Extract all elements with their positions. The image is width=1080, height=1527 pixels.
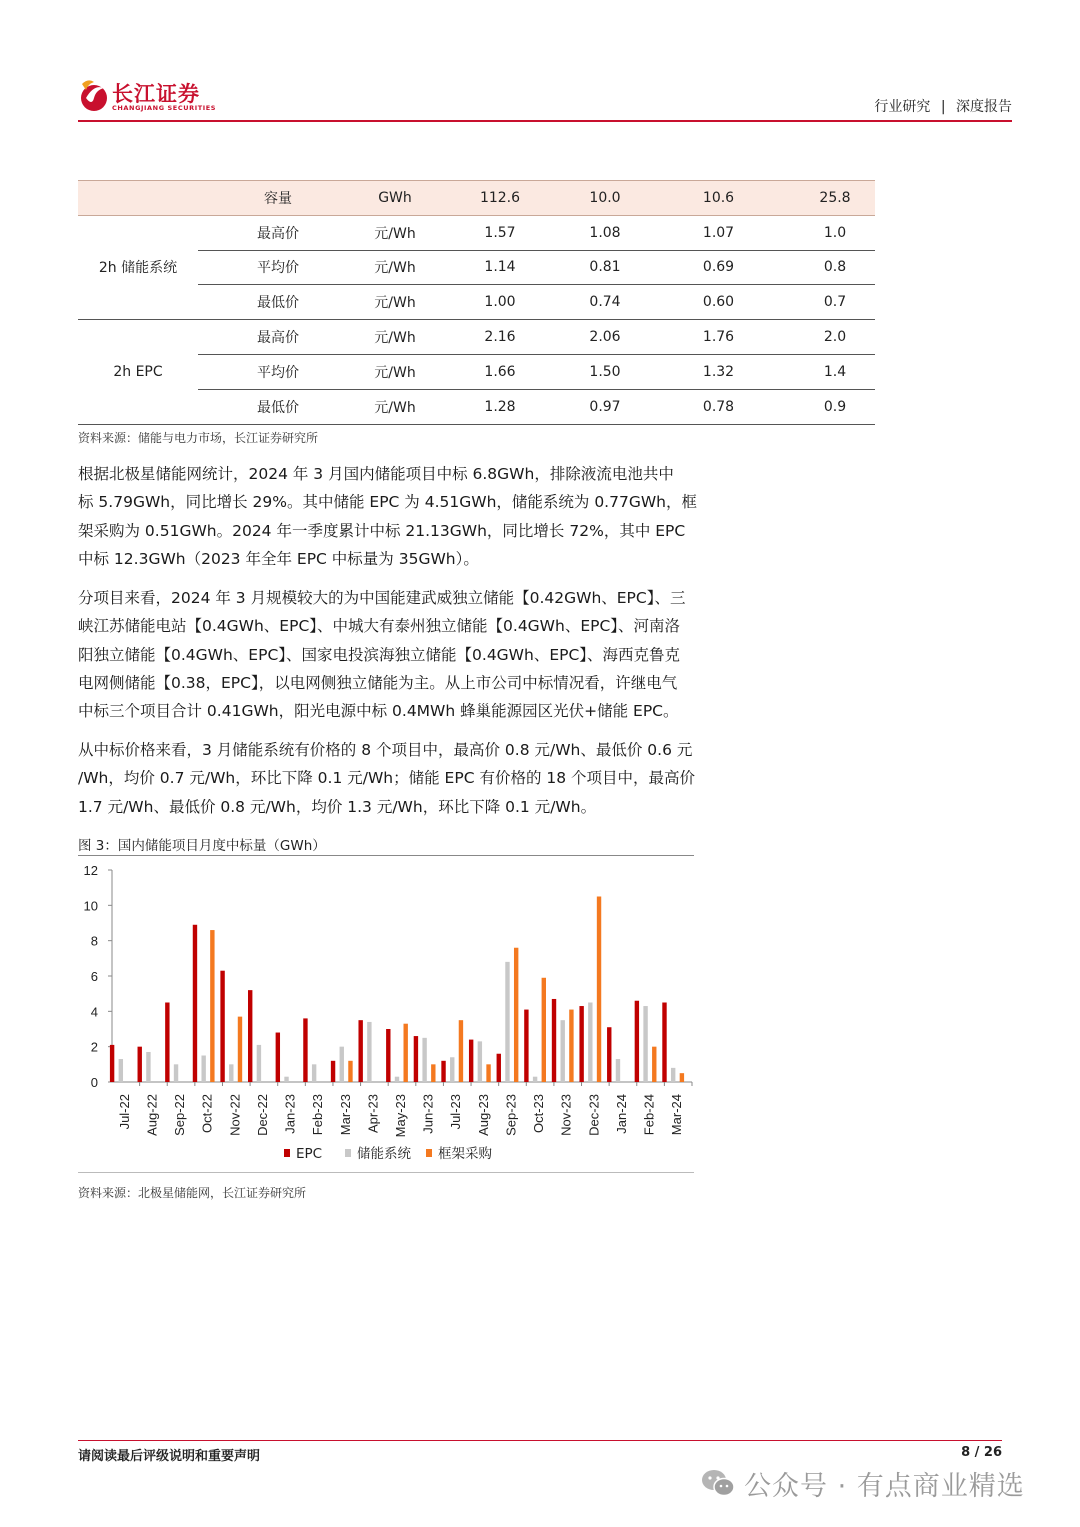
bar-system bbox=[340, 1047, 344, 1082]
text-line: 中标 12.3GWh（2023 年全年 EPC 中标量为 35GWh）。 bbox=[78, 549, 479, 568]
bar-system bbox=[422, 1038, 426, 1082]
table-cell: 0.81 bbox=[568, 250, 642, 285]
bar-system bbox=[588, 1003, 592, 1083]
text-line: 1.7 元/Wh、最低价 0.8 元/Wh，均价 1.3 元/Wh，环比下降 0.1 元/Wh。 bbox=[78, 797, 597, 816]
bar-system bbox=[478, 1041, 482, 1082]
table-cell: 25.8 bbox=[795, 181, 875, 216]
logo-mark-icon bbox=[78, 76, 112, 116]
y-tick-label: 6 bbox=[90, 969, 98, 984]
table-cell: 元/Wh bbox=[358, 389, 432, 424]
table-cell: GWh bbox=[358, 181, 432, 216]
bar-framework bbox=[210, 930, 214, 1082]
table-cell: 0.8 bbox=[795, 250, 875, 285]
table-group-label: 2h 储能系统 bbox=[78, 215, 198, 319]
logo-chinese-text: 长江证券 bbox=[112, 82, 200, 106]
bar-epc bbox=[193, 925, 197, 1082]
bar-framework bbox=[597, 897, 601, 1083]
table-row bbox=[78, 354, 875, 389]
table-row bbox=[78, 389, 875, 424]
wechat-icon bbox=[700, 1468, 736, 1498]
legend-swatch bbox=[284, 1149, 290, 1157]
bar-framework bbox=[431, 1064, 435, 1082]
table-cell: 0.97 bbox=[568, 389, 642, 424]
table-cell: 1.08 bbox=[568, 215, 642, 250]
figure-source-note: 资料来源：北极星储能网，长江证券研究所 bbox=[78, 1186, 307, 1200]
bar-system bbox=[616, 1059, 620, 1082]
bar-system bbox=[174, 1064, 178, 1082]
bar-framework bbox=[404, 1024, 408, 1082]
table-cell: 平均价 bbox=[198, 354, 358, 389]
table-cell: 元/Wh bbox=[358, 285, 432, 320]
x-tick-label: Mar-23 bbox=[337, 1094, 353, 1136]
header-report-type bbox=[874, 96, 1012, 116]
table-cell: 1.0 bbox=[795, 215, 875, 250]
bar-epc bbox=[138, 1047, 142, 1082]
table-source-note: 资料来源：储能与电力市场，长江证券研究所 bbox=[78, 431, 319, 445]
text-line: 分项目来看，2024 年 3 月规模较大的为中国能建武威独立储能【0.42GWh、EPC】、三 bbox=[78, 589, 686, 607]
bar-system bbox=[146, 1052, 150, 1082]
bar-system bbox=[643, 1006, 647, 1082]
bar-framework bbox=[514, 948, 518, 1082]
table-cell: 容量 bbox=[198, 181, 358, 216]
x-tick-label: Dec-22 bbox=[254, 1094, 270, 1136]
logo-english-text: CHANGJIANG SECURITIES bbox=[112, 104, 217, 112]
page-number: 8 / 26 bbox=[961, 1445, 1002, 1460]
x-tick-label: Oct-22 bbox=[199, 1094, 215, 1134]
bar-epc bbox=[497, 1054, 501, 1082]
table-header-row bbox=[78, 181, 875, 216]
bar-chart bbox=[70, 858, 700, 1170]
table-cell: 2.16 bbox=[432, 320, 568, 355]
legend-label: 框架采购 bbox=[438, 1146, 492, 1162]
table-row bbox=[78, 215, 875, 250]
bar-system bbox=[395, 1077, 399, 1082]
bar-epc bbox=[469, 1040, 473, 1082]
bar-epc bbox=[220, 971, 224, 1082]
x-tick-label: Dec-23 bbox=[586, 1094, 602, 1136]
bar-epc bbox=[579, 1006, 583, 1082]
bar-epc bbox=[414, 1036, 418, 1082]
bar-system bbox=[367, 1022, 371, 1082]
y-tick-label: 2 bbox=[90, 1039, 98, 1055]
table-cell: 元/Wh bbox=[358, 215, 432, 250]
bar-system bbox=[505, 962, 509, 1082]
bar-epc bbox=[358, 1020, 362, 1082]
table-cell: 元/Wh bbox=[358, 354, 432, 389]
table-row bbox=[78, 250, 875, 285]
bar-epc bbox=[386, 1029, 390, 1082]
header-report-kind: 深度报告 bbox=[956, 99, 1012, 115]
text-line: 中标三个项目合计 0.41GWh，阳光电源中标 0.4MWh 蜂巢能源园区光伏+储能 EPC。 bbox=[78, 702, 679, 721]
table-cell: 1.07 bbox=[642, 215, 795, 250]
bar-framework bbox=[542, 978, 546, 1082]
table-cell: 112.6 bbox=[432, 181, 568, 216]
text-line: 从中标价格来看，3 月储能系统有价格的 8 个项目中，最高价 0.8 元/Wh、最低价 0.6 元 bbox=[78, 741, 693, 759]
table-cell: 元/Wh bbox=[358, 250, 432, 285]
x-tick-label: Mar-24 bbox=[669, 1094, 685, 1136]
bar-framework bbox=[680, 1073, 684, 1082]
text-line: 电网侧储能【0.38，EPC】，以电网侧独立储能为主。从上市公司中标情况看，许继电气 bbox=[78, 673, 678, 692]
bar-epc bbox=[303, 1018, 307, 1082]
footer-divider bbox=[78, 1440, 1002, 1441]
table-cell: 最高价 bbox=[198, 320, 358, 355]
table-cell: 0.9 bbox=[795, 389, 875, 424]
bar-epc bbox=[524, 1010, 528, 1082]
table-cell: 1.14 bbox=[432, 250, 568, 285]
bar-epc bbox=[662, 1003, 666, 1083]
bar-framework bbox=[238, 1017, 242, 1082]
text-line: 峡江苏储能电站【0.4GWh、EPC】、中城大有泰州独立储能【0.4GWh、EPC】、河南洛 bbox=[78, 617, 681, 636]
bar-epc bbox=[552, 999, 556, 1082]
table-cell: 最低价 bbox=[198, 285, 358, 320]
table-cell: 1.57 bbox=[432, 215, 568, 250]
table-row bbox=[78, 320, 875, 355]
table-group-label: 2h EPC bbox=[78, 320, 198, 424]
x-tick-label: Apr-23 bbox=[365, 1094, 381, 1134]
figure-caption: 图 3：国内储能项目月度中标量（GWh） bbox=[78, 838, 326, 854]
x-tick-label: Jun-23 bbox=[420, 1094, 436, 1134]
text-line: 标 5.79GWh，同比增长 29%。其中储能 EPC 为 4.51GWh，储能系统为 0.77GWh，框 bbox=[78, 493, 697, 512]
bar-framework bbox=[486, 1064, 490, 1082]
table-cell: 0.60 bbox=[642, 285, 795, 320]
bar-epc bbox=[248, 990, 252, 1082]
table-cell: 最高价 bbox=[198, 215, 358, 250]
paragraph-3 bbox=[78, 736, 698, 821]
text-line: 架采购为 0.51GWh。2024 年一季度累计中标 21.13GWh，同比增长 72%，其中 EPC bbox=[78, 521, 686, 540]
bar-epc bbox=[607, 1027, 611, 1082]
text-line: /Wh，均价 0.7 元/Wh，环比下降 0.1 元/Wh；储能 EPC 有价格的 18 个项目中，最高价 bbox=[78, 769, 696, 788]
legend-label: 储能系统 bbox=[357, 1146, 411, 1162]
y-tick-label: 10 bbox=[83, 898, 98, 914]
figure-top-rule bbox=[78, 855, 694, 856]
bar-system bbox=[257, 1045, 261, 1082]
table-row bbox=[78, 285, 875, 320]
table-cell: 1.4 bbox=[795, 354, 875, 389]
header-separator: | bbox=[940, 99, 946, 115]
legend-label: EPC bbox=[296, 1146, 323, 1162]
text-line: 阳独立储能【0.4GWh、EPC】、国家电投滨海独立储能【0.4GWh、EPC】、海西克鲁克 bbox=[78, 645, 681, 664]
table-cell: 平均价 bbox=[198, 250, 358, 285]
x-tick-label: Feb-24 bbox=[641, 1094, 657, 1136]
table-cell: 最低价 bbox=[198, 389, 358, 424]
table-cell: 1.66 bbox=[432, 354, 568, 389]
bar-system bbox=[284, 1077, 288, 1082]
table-cell: 1.50 bbox=[568, 354, 642, 389]
figure-bottom-rule bbox=[78, 1172, 694, 1173]
bar-framework bbox=[569, 1010, 573, 1082]
bar-epc bbox=[441, 1061, 445, 1082]
y-tick-label: 12 bbox=[83, 863, 98, 878]
bar-framework bbox=[348, 1061, 352, 1082]
footer-disclaimer: 请阅读最后评级说明和重要声明 bbox=[78, 1449, 261, 1464]
legend-swatch bbox=[345, 1149, 351, 1157]
table-cell: 1.00 bbox=[432, 285, 568, 320]
x-tick-label: Nov-22 bbox=[227, 1094, 243, 1136]
x-tick-label: Aug-23 bbox=[475, 1094, 491, 1136]
paragraph-2 bbox=[78, 584, 698, 725]
x-tick-label: Feb-23 bbox=[310, 1094, 326, 1136]
table-cell: 0.74 bbox=[568, 285, 642, 320]
table-cell: 0.78 bbox=[642, 389, 795, 424]
x-tick-label: Oct-23 bbox=[531, 1094, 547, 1134]
table-cell: 0.7 bbox=[795, 285, 875, 320]
bar-framework bbox=[459, 1020, 463, 1082]
bar-framework bbox=[652, 1047, 656, 1082]
table-cell bbox=[78, 181, 198, 216]
y-tick-label: 4 bbox=[90, 1004, 98, 1020]
table-cell: 2.06 bbox=[568, 320, 642, 355]
table-cell: 0.69 bbox=[642, 250, 795, 285]
table-cell: 1.28 bbox=[432, 389, 568, 424]
bar-epc bbox=[110, 1045, 114, 1082]
x-tick-label: May-23 bbox=[393, 1094, 408, 1138]
bar-system bbox=[229, 1064, 233, 1082]
bar-system bbox=[561, 1020, 565, 1082]
table-cell: 元/Wh bbox=[358, 320, 432, 355]
table-cell: 10.0 bbox=[568, 181, 642, 216]
watermark-text: 公众号 · 有点商业精选 bbox=[744, 1471, 1025, 1502]
bar-system bbox=[450, 1057, 454, 1082]
bar-system bbox=[533, 1077, 537, 1082]
x-tick-label: Jul-23 bbox=[448, 1094, 464, 1130]
bar-system bbox=[671, 1068, 675, 1082]
y-tick-label: 8 bbox=[90, 933, 98, 949]
x-tick-label: Jan-23 bbox=[282, 1094, 298, 1134]
x-tick-label: Nov-23 bbox=[558, 1094, 574, 1136]
table-cell: 1.76 bbox=[642, 320, 795, 355]
bar-system bbox=[119, 1059, 123, 1082]
text-line: 根据北极星储能网统计，2024 年 3 月国内储能项目中标 6.8GWh，排除液流电池共中 bbox=[78, 465, 674, 483]
paragraph-1 bbox=[78, 460, 698, 573]
header-divider bbox=[78, 120, 1012, 122]
bar-epc bbox=[331, 1061, 335, 1082]
x-tick-label: Jan-24 bbox=[613, 1094, 629, 1134]
x-tick-label: Jul-22 bbox=[116, 1094, 132, 1130]
x-tick-label: Sep-23 bbox=[503, 1094, 519, 1136]
table-cell: 1.32 bbox=[642, 354, 795, 389]
bar-system bbox=[201, 1056, 205, 1083]
bar-epc bbox=[276, 1033, 280, 1082]
table-cell: 2.0 bbox=[795, 320, 875, 355]
y-tick-label: 0 bbox=[90, 1075, 98, 1090]
bar-system bbox=[312, 1064, 316, 1082]
x-tick-label: Sep-22 bbox=[172, 1094, 188, 1136]
header-section: 行业研究 bbox=[874, 99, 931, 115]
table-cell: 10.6 bbox=[642, 181, 795, 216]
bar-epc bbox=[635, 1001, 639, 1082]
x-tick-label: Aug-22 bbox=[144, 1094, 160, 1136]
price-table bbox=[78, 180, 875, 425]
legend-swatch bbox=[426, 1149, 432, 1157]
bar-epc bbox=[165, 1003, 169, 1083]
company-logo bbox=[78, 76, 228, 118]
